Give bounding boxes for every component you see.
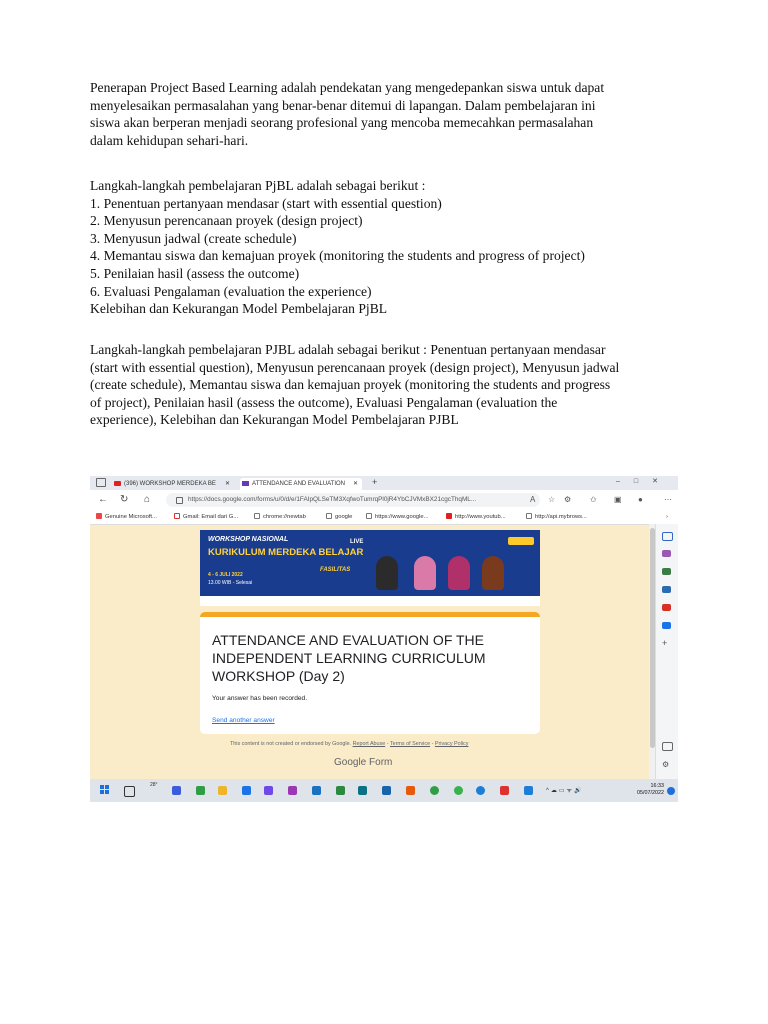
tab-bar bbox=[90, 476, 678, 490]
intro-paragraph bbox=[90, 79, 690, 149]
banner-time: 13.00 WIB - Selesai bbox=[208, 580, 253, 586]
close-icon[interactable]: ✕ bbox=[352, 481, 358, 487]
banner-title: KURIKULUM MERDEKA BELAJAR bbox=[208, 547, 364, 558]
text-line: (start with essential question), Menyusun perencanaan proyek (design project), Menyusun jadwal bbox=[90, 359, 620, 375]
step-item: 5. Penilaian hasil (assess the outcome) bbox=[90, 265, 300, 281]
tab-label: ATTENDANCE AND EVALUATION bbox=[252, 481, 346, 487]
office-icon[interactable] bbox=[500, 786, 509, 795]
home-icon[interactable]: ⌂ bbox=[144, 494, 151, 505]
address-bar-row bbox=[90, 490, 678, 510]
step-item: 2. Menyusun perencanaan proyek (design project) bbox=[90, 213, 363, 229]
form-title: ATTENDANCE AND EVALUATION OF THE INDEPENDENT LEARNING CURRICULUM WORKSHOP (Day 2) bbox=[212, 632, 486, 684]
task-view-icon[interactable] bbox=[124, 786, 135, 797]
banner-kicker: WORKSHOP NASIONAL bbox=[208, 536, 289, 543]
text-line: dalam kehidupan sehari-hari. bbox=[90, 132, 249, 148]
browser-screenshot bbox=[90, 476, 678, 802]
system-tray[interactable]: ^☁▭ᯤ🔊 bbox=[546, 788, 584, 794]
form-footer: This content is not created or endorsed by Google. Report Abuse - Terms of Service - Privacy Policy bbox=[230, 741, 469, 747]
page-icon bbox=[366, 513, 372, 519]
steps-list bbox=[90, 177, 690, 318]
tab-actions-icon[interactable] bbox=[96, 478, 106, 487]
weather-widget[interactable]: 28° bbox=[150, 782, 158, 788]
app-icon[interactable] bbox=[196, 786, 205, 795]
favorite-star-icon[interactable]: ☆ bbox=[548, 495, 556, 504]
tools-icon[interactable] bbox=[662, 568, 671, 575]
privacy-link[interactable]: Privacy Policy bbox=[434, 741, 469, 747]
sidebar-panel-icon[interactable] bbox=[662, 742, 673, 751]
sparkle-icon[interactable] bbox=[662, 550, 671, 557]
word-icon[interactable] bbox=[312, 786, 321, 795]
zoom-icon[interactable] bbox=[524, 786, 533, 795]
step-item: 6. Evaluasi Pengalaman (evaluation the experience) bbox=[90, 283, 372, 299]
step-item: 4. Memantau siswa dan kemajuan proyek (monitoring the students and progress of project) bbox=[90, 248, 585, 264]
speaker-photo bbox=[482, 556, 504, 590]
url-input[interactable]: https://docs.google.com/forms/u/0/d/e/1FAIpQLSeTM3XqfwoTumrqPl0jR4YbCJVMxBX21cgcThqML... bbox=[166, 493, 540, 507]
speaker-photo bbox=[376, 556, 398, 590]
step-item: 3. Menyusun jadwal (create schedule) bbox=[90, 230, 297, 246]
close-icon[interactable]: ✕ bbox=[224, 481, 230, 487]
live-badge: LIVE bbox=[350, 539, 364, 545]
workshop-banner bbox=[200, 530, 540, 606]
report-abuse-link[interactable]: Report Abuse bbox=[352, 741, 386, 747]
text-line: siswa akan berperan menjadi seorang profesional yang mencoba memecahkan permasalahan bbox=[90, 115, 594, 131]
outlook-icon[interactable] bbox=[382, 786, 391, 795]
summary-paragraph bbox=[90, 341, 690, 429]
logo-badge bbox=[508, 537, 534, 545]
whatsapp-icon[interactable] bbox=[454, 786, 463, 795]
text-line: menyelesaikan permasalahan yang benar-benar ditemui di lapangan. Dalam pembelajaran ini bbox=[90, 97, 596, 113]
file-explorer-icon[interactable] bbox=[218, 786, 227, 795]
edge-icon[interactable] bbox=[242, 786, 251, 795]
clock-time: 16:33 bbox=[650, 783, 664, 789]
taskbar-clock[interactable] bbox=[626, 783, 664, 797]
collections-icon[interactable]: ▣ bbox=[614, 495, 622, 504]
tab-forms[interactable] bbox=[240, 478, 362, 490]
powerpoint-icon[interactable] bbox=[406, 786, 415, 795]
more-icon[interactable]: ⋯ bbox=[664, 495, 672, 504]
tab-youtube[interactable] bbox=[112, 478, 234, 490]
steps-intro: Langkah-langkah pembelajaran PjBL adalah sebagai berikut : bbox=[90, 178, 426, 193]
lock-icon[interactable] bbox=[176, 497, 183, 504]
confirmation-message: Your answer has been recorded. bbox=[212, 695, 308, 702]
terms-link[interactable]: Terms of Service bbox=[389, 741, 431, 747]
window-controls[interactable]: –□✕ bbox=[616, 478, 672, 485]
text-line: (create schedule), Memantau siswa dan kemajuan proyek (monitoring the students and progress bbox=[90, 377, 611, 393]
clock-date: 05/07/2022 bbox=[637, 790, 664, 796]
bookmark-item[interactable]: Genuine Microsoft... bbox=[96, 512, 157, 522]
bookmark-item[interactable]: http://www.youtub... bbox=[446, 512, 506, 522]
banner-facilities: FASILITAS bbox=[320, 567, 351, 573]
page-icon bbox=[526, 513, 532, 519]
form-response-card bbox=[200, 612, 540, 734]
bookmark-item[interactable]: Gmail: Email dari G... bbox=[174, 512, 238, 522]
chat-icon[interactable] bbox=[172, 786, 181, 795]
new-tab-button[interactable]: + bbox=[372, 477, 378, 487]
search-icon[interactable] bbox=[662, 532, 673, 541]
windows-icon bbox=[96, 513, 102, 519]
settings-icon[interactable]: ⚙ bbox=[662, 760, 670, 769]
bookmark-item[interactable]: http://api.mybrows... bbox=[526, 512, 587, 522]
speaker-photo bbox=[414, 556, 436, 590]
office-icon[interactable] bbox=[662, 604, 671, 611]
edge-sidebar bbox=[655, 524, 678, 779]
disclaimer-text: This content is not created or endorsed by Google. bbox=[230, 741, 352, 747]
chrome-icon[interactable] bbox=[476, 786, 485, 795]
bookmark-item[interactable]: google bbox=[326, 512, 352, 522]
text-line: experience), Kelebihan dan Kekurangan Model Pembelajaran PJBL bbox=[90, 412, 459, 428]
page-icon bbox=[254, 513, 260, 519]
favorites-icon[interactable]: ✩ bbox=[590, 495, 597, 504]
tab-label: (396) WORKSHOP MERDEKA BE bbox=[124, 481, 216, 487]
bookmark-item[interactable]: chrome://newtab bbox=[254, 512, 306, 522]
excel-icon[interactable] bbox=[336, 786, 345, 795]
chevron-right-icon[interactable]: › bbox=[666, 514, 668, 520]
youtube-icon bbox=[114, 481, 121, 486]
read-aloud-icon[interactable]: A bbox=[530, 495, 536, 504]
gmail-icon bbox=[174, 513, 180, 519]
spotify-icon[interactable] bbox=[430, 786, 439, 795]
add-icon[interactable]: + bbox=[662, 638, 668, 648]
windows-taskbar bbox=[90, 779, 678, 802]
google-forms-icon bbox=[242, 481, 249, 486]
games-icon[interactable] bbox=[662, 586, 671, 593]
youtube-icon bbox=[446, 513, 452, 519]
outlook-icon[interactable] bbox=[662, 622, 671, 629]
banner-footer-strip bbox=[200, 596, 540, 606]
bookmarks-bar bbox=[90, 510, 678, 525]
step-item: 1. Penentuan pertanyaan mendasar (start with essential question) bbox=[90, 195, 442, 211]
text-line: Penerapan Project Based Learning adalah pendekatan yang mengedepankan siswa untuk dapat bbox=[90, 80, 605, 95]
page-icon bbox=[326, 513, 332, 519]
extensions-icon[interactable]: ⚙ bbox=[564, 495, 572, 504]
publisher-icon[interactable] bbox=[358, 786, 367, 795]
speaker-photo bbox=[448, 556, 470, 590]
section-heading: Kelebihan dan Kekurangan Model Pembelajaran PjBL bbox=[90, 301, 388, 317]
profile-icon[interactable]: ● bbox=[638, 495, 643, 504]
bookmark-item[interactable]: https://www.google... bbox=[366, 512, 429, 522]
banner-date: 4 - 6 JULI 2022 bbox=[208, 572, 243, 578]
text-line: Langkah-langkah pembelajaran PJBL adalah sebagai berikut : Penentuan pertanyaan mendasar bbox=[90, 342, 606, 357]
back-icon[interactable]: ← bbox=[98, 494, 108, 505]
reload-icon[interactable]: ↻ bbox=[120, 494, 129, 505]
send-another-link[interactable]: Send another answer bbox=[212, 717, 275, 724]
google-forms-logo: Google Form bbox=[334, 757, 393, 768]
windows-start-icon[interactable] bbox=[100, 785, 110, 795]
onenote-icon[interactable] bbox=[288, 786, 297, 795]
teams-icon[interactable] bbox=[264, 786, 273, 795]
text-line: of project), Penilaian hasil (assess the outcome), Evaluasi Pengalaman (evaluation the bbox=[90, 394, 558, 410]
notification-icon[interactable] bbox=[667, 787, 675, 795]
